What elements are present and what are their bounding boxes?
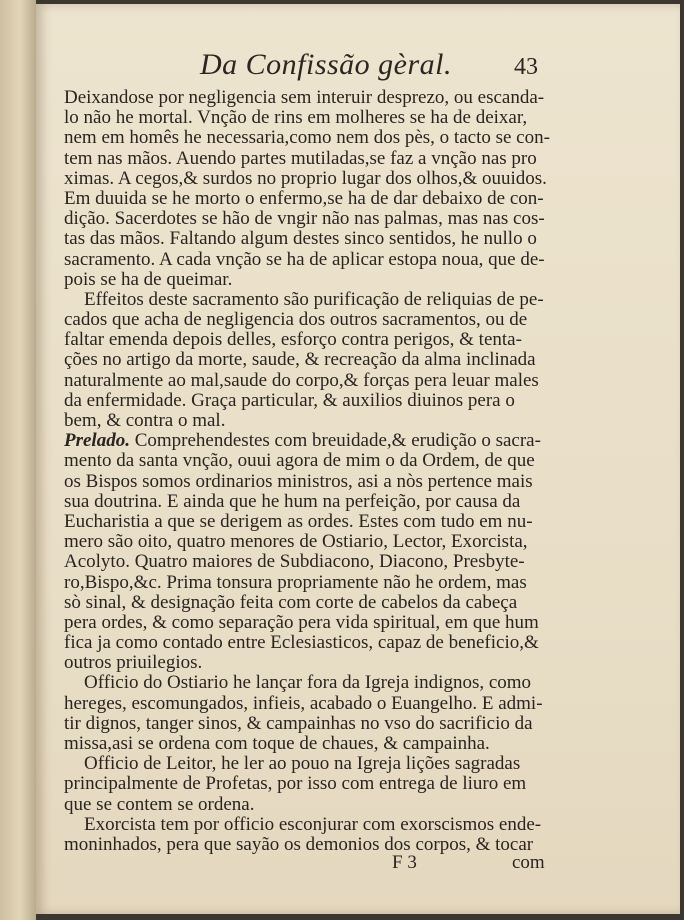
text-line (64, 754, 594, 774)
paragraph (64, 754, 594, 815)
line-text: tem nas mãos. Auendo partes mutiladas,se faz a vnção nas pro (64, 148, 537, 169)
book-page (36, 4, 680, 914)
line-text: bem, & contra o mal. (64, 411, 226, 431)
line-text: tir dignos, tanger sinos, & campainhas no vso do sacrificio da (64, 713, 533, 734)
facing-page-edge (0, 0, 36, 920)
text-line (64, 290, 594, 310)
line-text: pera ordes, & como separação pera vida spiritual, em que hum (64, 612, 539, 633)
line-text: naturalmente ao mal,saude do corpo,& forças pera leuar males (64, 370, 539, 391)
line-text: Exorcista tem por officio esconjurar com exorscismos ende- (84, 814, 542, 835)
text-line (64, 815, 594, 835)
page-header (36, 48, 680, 88)
text-line (64, 149, 594, 169)
paragraph (64, 431, 594, 673)
text-line (64, 472, 594, 492)
line-text: moninhados, pera que sayão os demonios dos corpos, & tocar (64, 834, 534, 855)
paragraph (64, 88, 594, 290)
line-text: da enfermidade. Graça particular, & auxilios diuinos pera o (64, 390, 515, 411)
line-text: Effeitos deste sacramento são purificação de reliquias de pe- (84, 289, 544, 310)
paragraph (64, 673, 594, 754)
text-line (64, 714, 594, 734)
line-text: missa,asi se ordena com toque de chaues, & campainha. (64, 734, 490, 754)
paragraph (64, 815, 594, 855)
line-text: mento da santa vnção, ouui agora de mim o da Ordem, de que (64, 451, 535, 472)
text-line (64, 169, 594, 189)
catchword: com (512, 852, 545, 873)
text-line (64, 330, 594, 350)
body-text (64, 88, 594, 855)
signature-mark: F 3 (392, 852, 417, 873)
text-line (64, 88, 594, 108)
text-line (64, 270, 594, 290)
page-number: 43 (514, 54, 538, 80)
line-text: que se contem se ordena. (64, 794, 255, 815)
speaker-label: Prelado. (64, 431, 135, 452)
line-text: os Bispos somos ordinarios ministros, asi a nòs pertence mais (64, 471, 533, 492)
text-line (64, 371, 594, 391)
line-text: sacramento. A cada vnção se ha de aplicar estopa noua, que de- (64, 249, 545, 270)
line-text: ro,Bispo,&c. Prima tonsura propriamente não he ordem, mas (64, 572, 527, 593)
text-line (64, 451, 594, 471)
line-text: faltar emenda depois delles, esforço contra perigos, & tenta- (64, 330, 522, 351)
text-line (64, 673, 594, 693)
text-line (64, 108, 594, 128)
text-line (64, 229, 594, 249)
line-text: sò sinal, & designação feita com corte de cabelos da cabeça (64, 592, 518, 613)
line-text: Eucharistia a que se derigem as ordes. Estes com tudo em nu- (64, 511, 533, 532)
text-line (64, 411, 594, 431)
text-line (64, 774, 594, 794)
text-line (64, 431, 594, 451)
line-text: Deixandose por negligencia sem interuir desprezo, ou escanda- (64, 88, 545, 108)
text-line (64, 391, 594, 411)
line-text: sua doutrina. E ainda que he hum na perfeição, por causa da (64, 491, 521, 512)
line-text: ções no artigo da morte, saude, & recreação da alma inclinada (64, 350, 536, 371)
text-line (64, 189, 594, 209)
paragraph (64, 290, 594, 431)
line-text: Acolyto. Quatro maiores de Subdiacono, Diacono, Presbyte- (64, 552, 525, 573)
text-line (64, 573, 594, 593)
line-text: tas das mãos. Faltando algum destes sinco sentidos, he nullo o (64, 229, 537, 250)
text-line (64, 512, 594, 532)
text-line (64, 795, 594, 815)
line-text: pois se ha de queimar. (64, 269, 233, 290)
line-text: Officio de Leitor, he ler ao pouo na Igreja lições sagradas (84, 754, 521, 775)
line-text: cados que acha de negligencia dos outros sacramentos, ou de (64, 310, 528, 331)
line-text: hereges, escomungados, infieis, acabado o Euangelho. E admi- (64, 693, 543, 714)
line-text: Comprehendestes com breuidade,& erudição o sacra- (134, 431, 541, 452)
text-line (64, 310, 594, 330)
text-line (64, 552, 594, 572)
text-line (64, 633, 594, 653)
line-text: lo não he mortal. Vnção de rins em molheres se ha de deixar, (64, 108, 528, 129)
line-text: outros priuilegios. (64, 653, 203, 674)
line-text: mero são oito, quatro menores de Ostiario, Lector, Exorcista, (64, 532, 528, 553)
text-line (64, 613, 594, 633)
text-line (64, 250, 594, 270)
text-line (64, 350, 594, 370)
line-text: dição. Sacerdotes se hão de vngir não nas palmas, mas nas cos- (64, 209, 545, 230)
text-line (64, 653, 594, 673)
text-line (64, 492, 594, 512)
text-line (64, 532, 594, 552)
line-text: Officio do Ostiario he lançar fora da Igreja indignos, como (84, 673, 532, 694)
line-text: nem em homês he necessaria,como nem dos pès, o tacto se con- (64, 128, 550, 149)
line-text: fica ja como contado entre Eclesiasticos, capaz de beneficio,& (64, 633, 539, 654)
line-text: Em duuida se he morto o enfermo,se ha de dar debaixo de con- (64, 188, 544, 209)
text-line (64, 128, 594, 148)
text-line (64, 593, 594, 613)
text-line (64, 694, 594, 714)
text-line (64, 209, 594, 229)
running-title: Da Confissão gèral. (199, 48, 453, 81)
line-text: principalmente de Profetas, por isso com entrega de liuro em (64, 774, 527, 795)
text-line (64, 734, 594, 754)
page-footer (36, 852, 680, 882)
line-text: ximas. A cegos,& surdos no proprio lugar dos olhos,& ouuidos. (64, 168, 547, 189)
